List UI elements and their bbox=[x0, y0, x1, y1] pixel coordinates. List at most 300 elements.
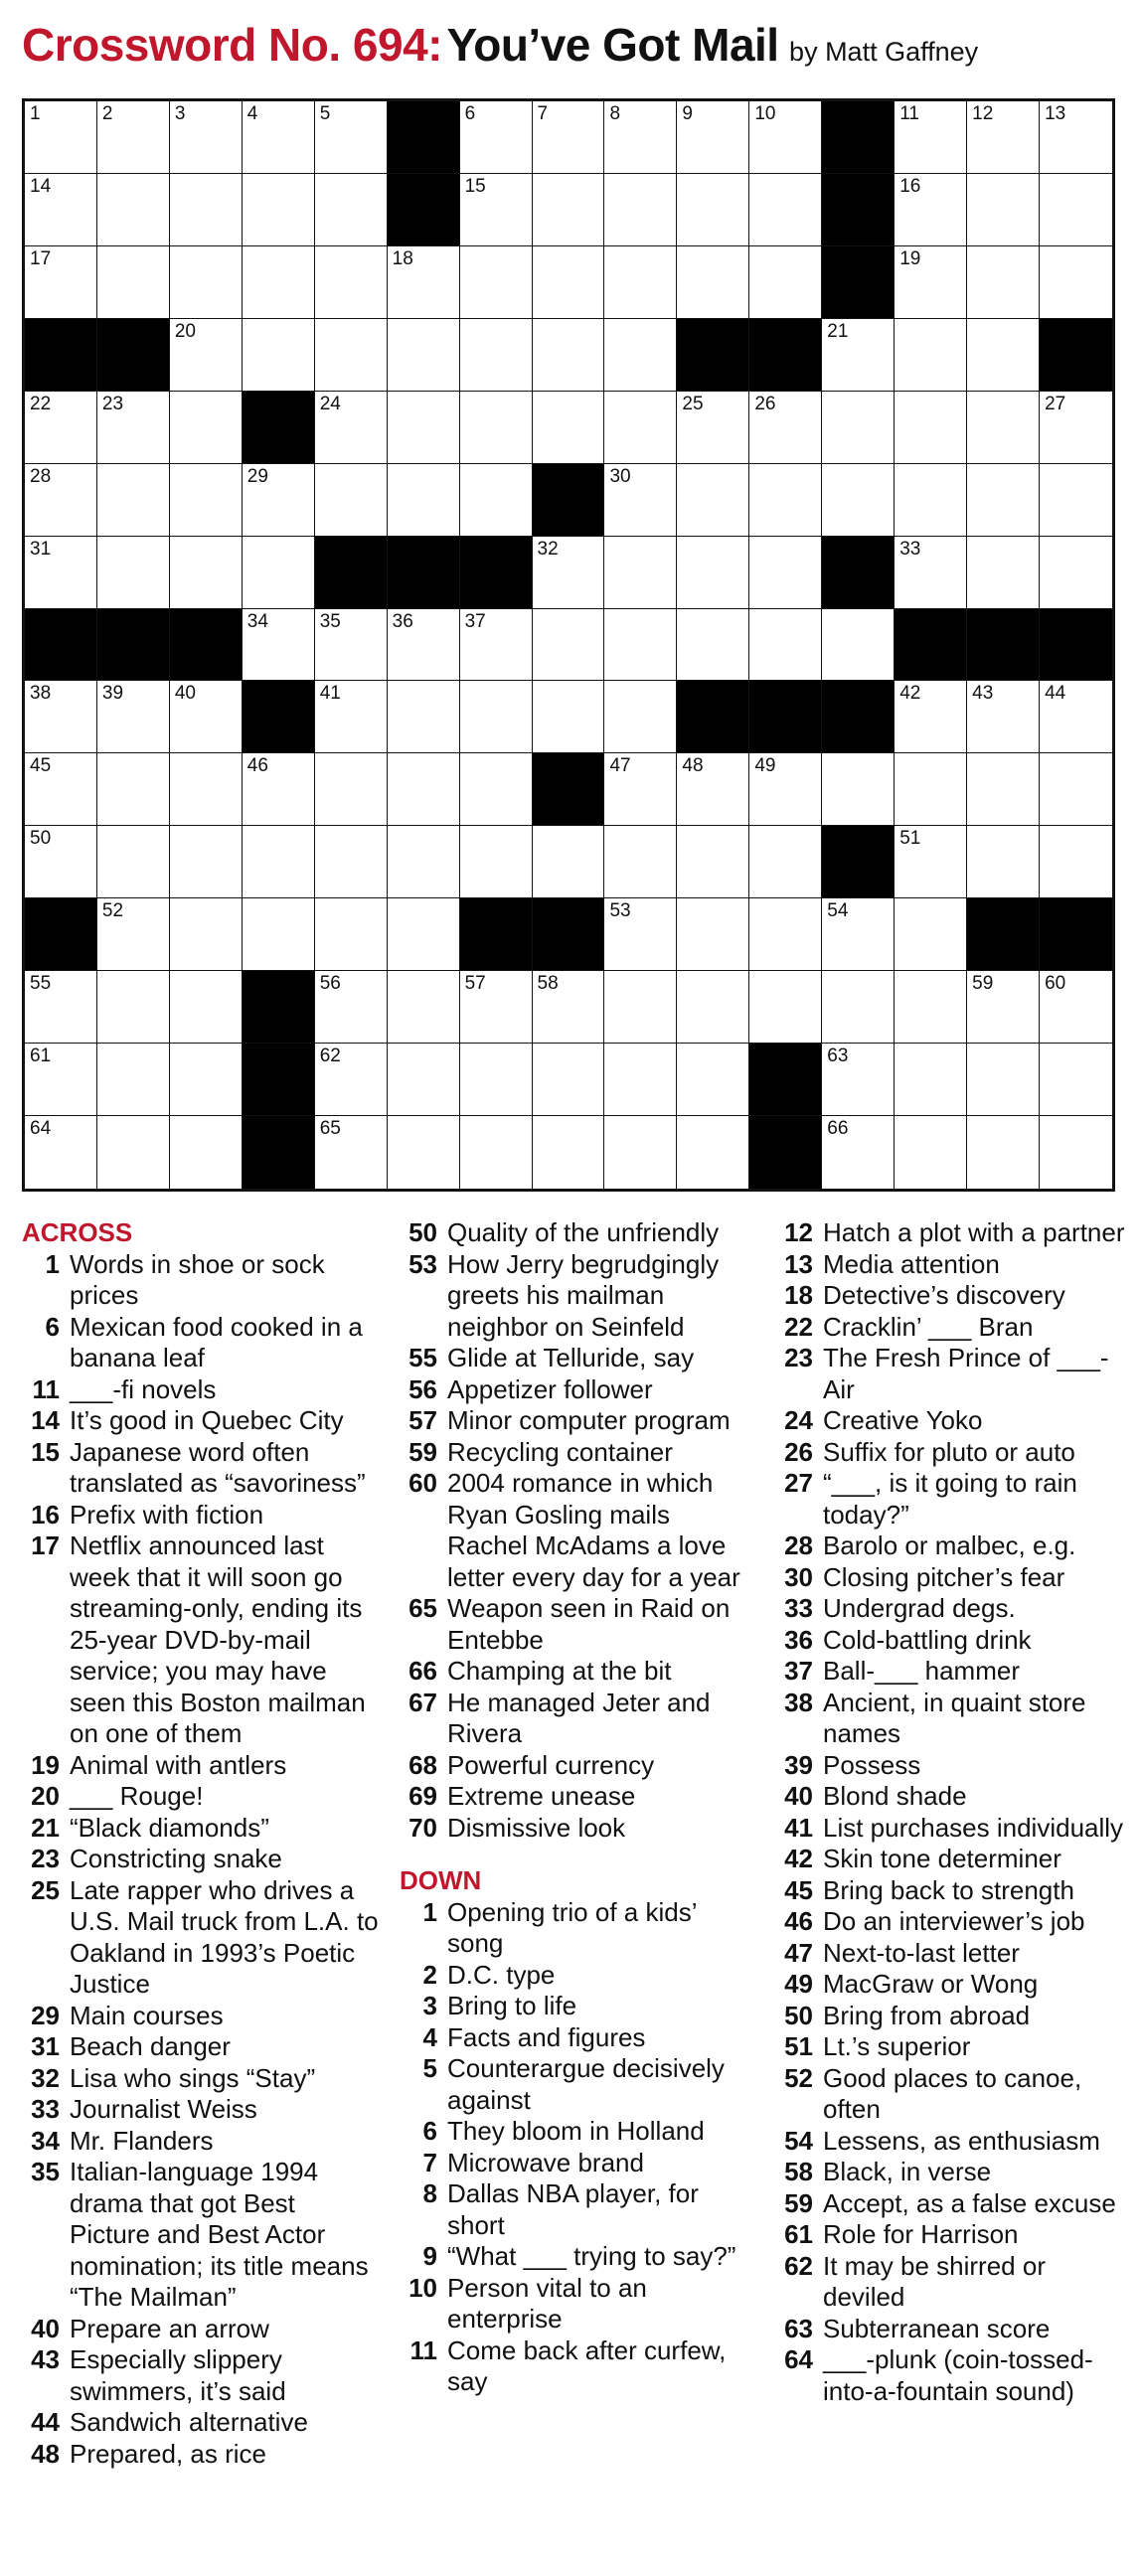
grid-cell[interactable] bbox=[749, 826, 822, 898]
grid-cell[interactable] bbox=[97, 464, 170, 537]
grid-cell[interactable] bbox=[25, 246, 97, 319]
clue-item bbox=[775, 1343, 1133, 1405]
grid-cell[interactable] bbox=[243, 101, 315, 174]
grid-cell[interactable] bbox=[243, 537, 315, 609]
grid-cell[interactable] bbox=[533, 971, 605, 1044]
grid-cell[interactable] bbox=[967, 826, 1040, 898]
clue-text: Animal with antlers bbox=[70, 1749, 287, 1780]
clue-text: Journalist Weiss bbox=[70, 2094, 257, 2124]
cell-number: 65 bbox=[319, 1118, 341, 1140]
clue-text: He managed Jeter and Rivera bbox=[447, 1687, 711, 1748]
cell-number: 52 bbox=[101, 900, 124, 922]
grid-cell[interactable] bbox=[170, 898, 243, 971]
grid-cell[interactable] bbox=[460, 753, 533, 826]
grid-cell[interactable] bbox=[97, 681, 170, 753]
grid-cell[interactable] bbox=[822, 392, 895, 464]
grid-cell[interactable] bbox=[170, 174, 243, 246]
grid-cell[interactable] bbox=[749, 246, 822, 319]
grid-cell[interactable] bbox=[25, 1116, 97, 1189]
clue-number: 11 bbox=[409, 2334, 437, 2365]
cell-number: 2 bbox=[101, 103, 113, 124]
grid-cell[interactable] bbox=[749, 537, 822, 609]
grid-cell[interactable] bbox=[895, 681, 967, 753]
grid-cell[interactable] bbox=[25, 681, 97, 753]
grid-cell[interactable] bbox=[677, 609, 749, 682]
grid-cell[interactable] bbox=[895, 101, 967, 174]
grid-cell[interactable] bbox=[388, 1044, 460, 1116]
clue-text: Prepared, as rice bbox=[70, 2438, 266, 2469]
cell-number: 7 bbox=[537, 103, 549, 124]
grid-cell[interactable] bbox=[677, 971, 749, 1044]
grid-cell[interactable] bbox=[822, 1044, 895, 1116]
clue-number: 57 bbox=[408, 1405, 437, 1435]
clue-text: Creative Yoko bbox=[823, 1405, 983, 1435]
grid-cell[interactable] bbox=[97, 1116, 170, 1189]
grid-cell[interactable] bbox=[388, 826, 460, 898]
grid-cell[interactable] bbox=[533, 826, 605, 898]
grid-cell[interactable] bbox=[460, 681, 533, 753]
grid-cell[interactable] bbox=[533, 101, 605, 174]
clue-text: List purchases individually bbox=[823, 1812, 1124, 1843]
grid-cell[interactable] bbox=[604, 753, 677, 826]
grid-cell[interactable] bbox=[170, 971, 243, 1044]
grid-cell[interactable] bbox=[97, 174, 170, 246]
grid-cell[interactable] bbox=[895, 319, 967, 392]
black-square bbox=[25, 898, 97, 971]
grid-cell[interactable] bbox=[895, 971, 967, 1044]
clue-number: 33 bbox=[31, 2094, 60, 2124]
grid-cell[interactable] bbox=[895, 392, 967, 464]
clue-number: 35 bbox=[31, 2157, 60, 2186]
grid-cell[interactable] bbox=[243, 464, 315, 537]
cell-number: 60 bbox=[1045, 973, 1066, 995]
clue-text: Mr. Flanders bbox=[70, 2125, 214, 2156]
clue-text: Words in shoe or sock prices bbox=[70, 1248, 325, 1310]
grid-cell[interactable] bbox=[97, 1044, 170, 1116]
grid-cell[interactable] bbox=[967, 753, 1040, 826]
grid-cell[interactable] bbox=[170, 464, 243, 537]
grid-cell[interactable] bbox=[25, 174, 97, 246]
grid-cell[interactable] bbox=[822, 753, 895, 826]
clue-item bbox=[775, 1781, 1133, 1813]
grid-cell[interactable] bbox=[170, 753, 243, 826]
grid-cell[interactable] bbox=[822, 971, 895, 1044]
grid-cell[interactable] bbox=[25, 392, 97, 464]
grid-cell[interactable] bbox=[677, 537, 749, 609]
clue-text: Especially slippery swimmers, it’s said bbox=[70, 2344, 286, 2406]
grid-cell[interactable] bbox=[170, 101, 243, 174]
grid-cell[interactable] bbox=[388, 898, 460, 971]
grid-cell[interactable] bbox=[967, 319, 1040, 392]
clue-item bbox=[775, 1750, 1133, 1782]
grid-cell[interactable] bbox=[170, 319, 243, 392]
clue-text: Ball-___ hammer bbox=[823, 1656, 1020, 1686]
grid-cell[interactable] bbox=[388, 319, 460, 392]
grid-cell[interactable] bbox=[749, 464, 822, 537]
grid-cell[interactable] bbox=[25, 1044, 97, 1116]
grid-cell[interactable] bbox=[822, 1116, 895, 1189]
grid-cell[interactable] bbox=[97, 392, 170, 464]
clue-number: 62 bbox=[784, 2250, 813, 2281]
clue-number: 70 bbox=[408, 1812, 437, 1843]
black-square bbox=[25, 319, 97, 392]
clue-item bbox=[400, 1688, 757, 1750]
cell-number: 53 bbox=[609, 900, 631, 922]
grid-cell[interactable] bbox=[25, 826, 97, 898]
grid-cell[interactable] bbox=[170, 537, 243, 609]
grid-cell[interactable] bbox=[604, 1116, 677, 1189]
grid-cell[interactable] bbox=[388, 392, 460, 464]
clue-item bbox=[400, 1593, 757, 1656]
grid-cell[interactable] bbox=[170, 392, 243, 464]
cell-number: 56 bbox=[319, 973, 341, 995]
cell-number: 18 bbox=[392, 247, 413, 269]
grid-cell[interactable] bbox=[315, 1044, 388, 1116]
grid-cell[interactable] bbox=[243, 246, 315, 319]
grid-cell[interactable] bbox=[749, 101, 822, 174]
grid-cell[interactable] bbox=[604, 319, 677, 392]
grid-cell[interactable] bbox=[604, 101, 677, 174]
grid-cell[interactable] bbox=[97, 537, 170, 609]
grid-cell[interactable] bbox=[749, 609, 822, 682]
grid-cell[interactable] bbox=[677, 826, 749, 898]
clue-text: Microwave brand bbox=[447, 2147, 644, 2177]
grid-cell[interactable] bbox=[1040, 1116, 1112, 1189]
grid-cell[interactable] bbox=[604, 609, 677, 682]
grid-cell[interactable] bbox=[895, 537, 967, 609]
black-square bbox=[822, 826, 895, 898]
grid-cell[interactable] bbox=[315, 246, 388, 319]
grid-cell[interactable] bbox=[604, 971, 677, 1044]
grid-cell[interactable] bbox=[533, 319, 605, 392]
grid-cell[interactable] bbox=[388, 1116, 460, 1189]
grid-cell[interactable] bbox=[97, 971, 170, 1044]
clue-number: 17 bbox=[31, 1530, 60, 1560]
cell-number: 23 bbox=[101, 393, 124, 414]
clue-text: ___-plunk (coin-tossed-into-a-fountain sound) bbox=[823, 2344, 1093, 2406]
grid-cell[interactable] bbox=[749, 971, 822, 1044]
cell-number: 61 bbox=[30, 1046, 52, 1067]
grid-cell[interactable] bbox=[677, 246, 749, 319]
clue-item bbox=[22, 2094, 380, 2126]
clue-text: Champing at the bit bbox=[447, 1656, 672, 1686]
grid-cell[interactable] bbox=[315, 826, 388, 898]
grid-cell[interactable] bbox=[749, 174, 822, 246]
clue-item bbox=[400, 1437, 757, 1469]
grid-cell[interactable] bbox=[604, 174, 677, 246]
clue-item bbox=[775, 1813, 1133, 1845]
clue-text: Skin tone determiner bbox=[823, 1844, 1061, 1873]
clue-text: Prepare an arrow bbox=[70, 2313, 269, 2343]
cell-number: 24 bbox=[319, 393, 341, 414]
clue-number: 69 bbox=[408, 1781, 437, 1811]
grid-cell[interactable] bbox=[243, 174, 315, 246]
grid-cell[interactable] bbox=[460, 826, 533, 898]
cell-number: 66 bbox=[827, 1118, 849, 1140]
grid-cell[interactable] bbox=[388, 681, 460, 753]
clue-column-3 bbox=[775, 1217, 1133, 2407]
grid-cell[interactable] bbox=[170, 826, 243, 898]
grid-cell[interactable] bbox=[967, 174, 1040, 246]
clue-item bbox=[22, 1437, 380, 1500]
black-square bbox=[243, 1116, 315, 1189]
clue-number: 68 bbox=[408, 1749, 437, 1780]
black-square bbox=[388, 174, 460, 246]
clue-item bbox=[22, 2031, 380, 2063]
across-heading: ACROSS bbox=[22, 1217, 133, 1247]
clue-item bbox=[400, 2116, 757, 2148]
grid-cell[interactable] bbox=[1040, 464, 1112, 537]
clue-text: Black, in verse bbox=[823, 2157, 992, 2186]
grid-cell[interactable] bbox=[677, 174, 749, 246]
cell-number: 17 bbox=[30, 247, 52, 269]
clue-item bbox=[775, 1249, 1133, 1281]
clue-text: Appetizer follower bbox=[447, 1373, 653, 1404]
grid-cell[interactable] bbox=[388, 609, 460, 682]
grid-cell[interactable] bbox=[1040, 246, 1112, 319]
grid-cell[interactable] bbox=[243, 319, 315, 392]
clue-text: Person vital to an enterprise bbox=[447, 2272, 647, 2334]
clue-text: Undergrad degs. bbox=[823, 1593, 1016, 1623]
grid-cell[interactable] bbox=[1040, 101, 1112, 174]
grid-cell[interactable] bbox=[533, 681, 605, 753]
grid-cell[interactable] bbox=[604, 464, 677, 537]
grid-cell[interactable] bbox=[895, 1116, 967, 1189]
cell-number: 33 bbox=[899, 538, 921, 560]
grid-cell[interactable] bbox=[604, 826, 677, 898]
grid-cell[interactable] bbox=[822, 464, 895, 537]
grid-cell[interactable] bbox=[460, 464, 533, 537]
grid-cell[interactable] bbox=[533, 246, 605, 319]
grid-cell[interactable] bbox=[25, 753, 97, 826]
grid-cell[interactable] bbox=[460, 392, 533, 464]
clue-number: 67 bbox=[408, 1687, 437, 1717]
grid-cell[interactable] bbox=[533, 609, 605, 682]
grid-cell[interactable] bbox=[315, 174, 388, 246]
grid-cell[interactable] bbox=[388, 246, 460, 319]
grid-cell[interactable] bbox=[967, 537, 1040, 609]
cell-number: 19 bbox=[899, 247, 921, 269]
grid-cell[interactable] bbox=[97, 246, 170, 319]
grid-cell[interactable] bbox=[1040, 537, 1112, 609]
grid-cell[interactable] bbox=[822, 609, 895, 682]
cell-number: 50 bbox=[30, 828, 52, 850]
grid-cell[interactable] bbox=[967, 1044, 1040, 1116]
cell-number: 15 bbox=[464, 175, 486, 197]
black-square bbox=[388, 537, 460, 609]
grid-cell[interactable] bbox=[315, 1116, 388, 1189]
black-square bbox=[243, 1044, 315, 1116]
grid-cell[interactable] bbox=[677, 898, 749, 971]
grid-cell[interactable] bbox=[97, 898, 170, 971]
grid-cell[interactable] bbox=[967, 392, 1040, 464]
grid-cell[interactable] bbox=[243, 826, 315, 898]
clue-item bbox=[22, 1249, 380, 1312]
clue-item bbox=[400, 1781, 757, 1813]
black-square bbox=[243, 681, 315, 753]
grid-cell[interactable] bbox=[604, 1044, 677, 1116]
clue-number: 20 bbox=[31, 1781, 60, 1811]
grid-cell[interactable] bbox=[460, 246, 533, 319]
clue-column-1 bbox=[22, 1217, 380, 2470]
grid-cell[interactable] bbox=[604, 392, 677, 464]
cell-number: 25 bbox=[682, 393, 704, 414]
clue-number: 5 bbox=[422, 2053, 437, 2083]
grid-cell[interactable] bbox=[315, 392, 388, 464]
grid-cell[interactable] bbox=[315, 753, 388, 826]
grid-cell[interactable] bbox=[170, 1116, 243, 1189]
cell-number: 11 bbox=[899, 103, 919, 124]
grid-cell[interactable] bbox=[895, 898, 967, 971]
grid-cell[interactable] bbox=[388, 971, 460, 1044]
grid-cell[interactable] bbox=[822, 319, 895, 392]
grid-cell[interactable] bbox=[1040, 681, 1112, 753]
grid-cell[interactable] bbox=[460, 1044, 533, 1116]
grid-cell[interactable] bbox=[388, 464, 460, 537]
grid-cell[interactable] bbox=[749, 753, 822, 826]
grid-cell[interactable] bbox=[315, 898, 388, 971]
clue-text: Blond shade bbox=[823, 1781, 967, 1811]
grid-cell[interactable] bbox=[25, 101, 97, 174]
across-clues-part-2 bbox=[400, 1217, 757, 1844]
cell-number: 42 bbox=[899, 683, 921, 705]
grid-cell[interactable] bbox=[315, 971, 388, 1044]
cell-number: 32 bbox=[537, 538, 559, 560]
clue-item bbox=[22, 2439, 380, 2471]
grid-cell[interactable] bbox=[97, 826, 170, 898]
clue-text: Dallas NBA player, for short bbox=[447, 2178, 699, 2240]
clue-text: D.C. type bbox=[447, 1959, 556, 1990]
clue-text: Come back after curfew, say bbox=[447, 2334, 727, 2396]
clue-number: 51 bbox=[784, 2031, 813, 2061]
grid-cell[interactable] bbox=[460, 609, 533, 682]
black-square bbox=[460, 898, 533, 971]
grid-cell[interactable] bbox=[895, 464, 967, 537]
grid-cell[interactable] bbox=[243, 898, 315, 971]
grid-cell[interactable] bbox=[967, 101, 1040, 174]
grid-cell[interactable] bbox=[1040, 174, 1112, 246]
grid-cell[interactable] bbox=[1040, 753, 1112, 826]
grid-cell[interactable] bbox=[895, 1044, 967, 1116]
black-square bbox=[749, 681, 822, 753]
grid-cell[interactable] bbox=[1040, 392, 1112, 464]
grid-cell[interactable] bbox=[243, 753, 315, 826]
grid-cell[interactable] bbox=[677, 392, 749, 464]
clue-item bbox=[775, 1280, 1133, 1312]
grid-cell[interactable] bbox=[460, 174, 533, 246]
grid-cell[interactable] bbox=[460, 1116, 533, 1189]
clue-item bbox=[22, 1374, 380, 1406]
grid-cell[interactable] bbox=[604, 537, 677, 609]
grid-cell[interactable] bbox=[604, 898, 677, 971]
black-square bbox=[533, 753, 605, 826]
grid-cell[interactable] bbox=[677, 464, 749, 537]
clue-number: 48 bbox=[31, 2438, 60, 2469]
grid-cell[interactable] bbox=[315, 101, 388, 174]
grid-cell[interactable] bbox=[25, 537, 97, 609]
grid-cell[interactable] bbox=[967, 971, 1040, 1044]
grid-cell[interactable] bbox=[895, 753, 967, 826]
grid-cell[interactable] bbox=[1040, 826, 1112, 898]
grid-cell[interactable] bbox=[97, 753, 170, 826]
grid-cell[interactable] bbox=[315, 319, 388, 392]
grid-cell[interactable] bbox=[533, 174, 605, 246]
grid-cell[interactable] bbox=[749, 898, 822, 971]
grid-cell[interactable] bbox=[895, 246, 967, 319]
clue-number: 33 bbox=[784, 1593, 813, 1623]
clue-number: 31 bbox=[31, 2031, 60, 2061]
grid-cell[interactable] bbox=[533, 537, 605, 609]
grid-cell[interactable] bbox=[388, 753, 460, 826]
grid-cell[interactable] bbox=[1040, 1044, 1112, 1116]
grid-cell[interactable] bbox=[604, 681, 677, 753]
cell-number: 64 bbox=[30, 1118, 52, 1140]
grid-cell[interactable] bbox=[967, 1116, 1040, 1189]
grid-cell[interactable] bbox=[533, 1116, 605, 1189]
grid-cell[interactable] bbox=[677, 753, 749, 826]
grid-cell[interactable] bbox=[460, 319, 533, 392]
clue-number: 29 bbox=[31, 2000, 60, 2030]
grid-cell[interactable] bbox=[967, 246, 1040, 319]
grid-cell[interactable] bbox=[677, 1116, 749, 1189]
clue-item bbox=[22, 2001, 380, 2032]
black-square bbox=[822, 537, 895, 609]
grid-cell[interactable] bbox=[967, 464, 1040, 537]
grid-cell[interactable] bbox=[460, 971, 533, 1044]
clue-number: 58 bbox=[784, 2157, 813, 2186]
grid-cell[interactable] bbox=[243, 609, 315, 682]
clue-number: 18 bbox=[784, 1280, 813, 1310]
cell-number: 51 bbox=[899, 828, 921, 850]
grid-cell[interactable] bbox=[604, 246, 677, 319]
grid-cell[interactable] bbox=[895, 826, 967, 898]
black-square bbox=[822, 101, 895, 174]
grid-cell[interactable] bbox=[967, 681, 1040, 753]
black-square bbox=[170, 609, 243, 682]
clue-number: 38 bbox=[784, 1687, 813, 1717]
grid-cell[interactable] bbox=[533, 1044, 605, 1116]
clue-number: 47 bbox=[784, 1937, 813, 1968]
grid-cell[interactable] bbox=[25, 464, 97, 537]
grid-cell[interactable] bbox=[1040, 971, 1112, 1044]
clue-number: 40 bbox=[31, 2313, 60, 2343]
grid-cell[interactable] bbox=[315, 681, 388, 753]
grid-cell[interactable] bbox=[533, 392, 605, 464]
grid-cell[interactable] bbox=[822, 898, 895, 971]
grid-cell[interactable] bbox=[677, 101, 749, 174]
grid-cell[interactable] bbox=[895, 174, 967, 246]
grid-cell[interactable] bbox=[677, 1044, 749, 1116]
clue-text: Bring back to strength bbox=[823, 1874, 1074, 1905]
grid-cell[interactable] bbox=[460, 101, 533, 174]
grid-cell[interactable] bbox=[170, 681, 243, 753]
grid-cell[interactable] bbox=[749, 392, 822, 464]
clue-number: 50 bbox=[408, 1217, 437, 1247]
clue-text: Subterranean score bbox=[823, 2313, 1051, 2343]
clue-number: 50 bbox=[784, 2000, 813, 2030]
clue-number: 1 bbox=[45, 1248, 60, 1279]
grid-cell[interactable] bbox=[315, 609, 388, 682]
grid-cell[interactable] bbox=[170, 1044, 243, 1116]
grid-cell[interactable] bbox=[25, 971, 97, 1044]
clue-number: 37 bbox=[784, 1656, 813, 1686]
grid-cell[interactable] bbox=[315, 464, 388, 537]
grid-cell[interactable] bbox=[97, 101, 170, 174]
clue-text: Lessens, as enthusiasm bbox=[823, 2125, 1100, 2156]
grid-cell[interactable] bbox=[170, 246, 243, 319]
clue-item bbox=[400, 1343, 757, 1374]
clue-item bbox=[400, 1960, 757, 1992]
